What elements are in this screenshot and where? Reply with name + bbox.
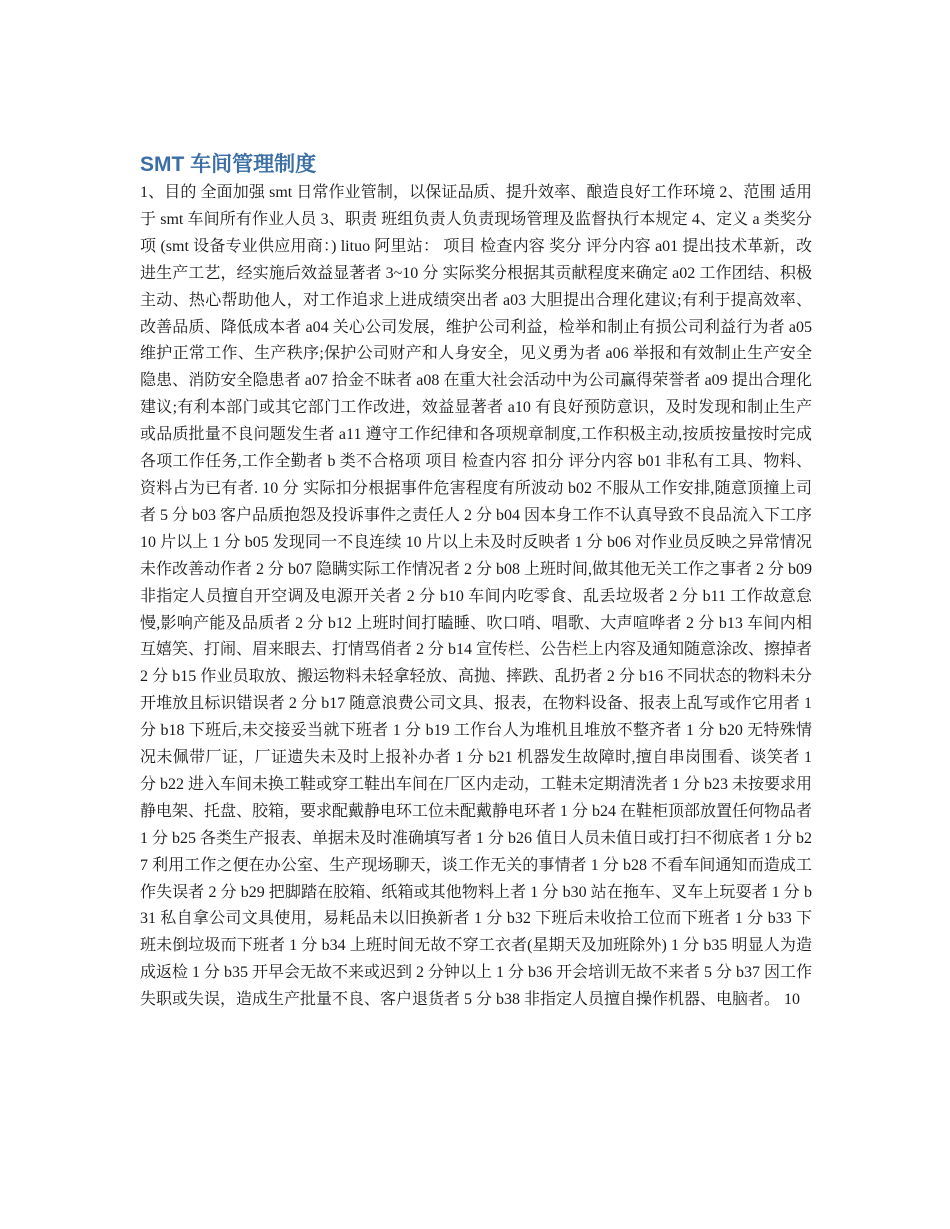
document-body: 1、目的 全面加强 smt 日常作业管制，以保证品质、提升效率、酿造良好工作环境 2、范围 适用于 smt 车间所有作业人员 3、职责 班组负责人负责现场管理及监督执行本规定 4、定义 a 类奖分项 (smt 设备专业供应用商：) lituo 阿里站： 项目 检查内容 奖分 评分内容 a01 提出技术革新，改进生产工艺，经实施后效益显著者 3~10 分 实际奖分根据其贡献程度来确定 a02 工作团结、积极主动、热心帮助他人，对工作追求上进成绩突出者 a03 大胆提出合理化建议;有利于提高效率、改善品质、降低成本者 a04 关心公司发展，维护公司利益，检举和制止有损公司利益行为者 a05 维护正常工作、生产秩序;保护公司财产和人身安全，见义勇为者 a06 举报和有效制止生产安全隐患、消防安全隐患者 a07 拾金不昧者 a08 在重大社会活动中为公司赢得荣誉者 a09 提出合理化建议;有利本部门或其它部门工作改进，效益显著者 a10 有良好预防意识，及时发现和制止生产或品质批量不良问题发生者 a11 遵守工作纪律和各项规章制度,工作积极主动,按质按量按时完成各项工作任务,工作全勤者 b 类不合格项 项目 检查内容 扣分 评分内容 b01 非私有工具、物料、资料占为已有者. 10 分 实际扣分根据事件危害程度有所波动 b02 不服从工作安排,随意顶撞上司者 5 分 b03 客户品质抱怨及投诉事件之责任人 2 分 b04 因本身工作不认真导致不良品流入下工序 10 片以上 1 分 b05 发现同一不良连续 10 片以上未及时反映者 1 分 b06 对作业员反映之异常情况未作改善动作者 2 分 b07 隐瞒实际工作情况者 2 分 b08 上班时间,做其他无关工作之事者 2 分 b09 非指定人员擅自开空调及电源开关者 2 分 b10 车间内吃零食、乱丢垃圾者 2 分 b11 工作故意怠慢,影响产能及品质者 2 分 b12 上班时间打瞌睡、吹口哨、唱歌、大声喧哗者 2 分 b13 车间内相互嬉笑、打闹、眉来眼去、打情骂俏者 2 分 b14 宣传栏、公告栏上内容及通知随意涂改、擦掉者 2 分 b15 作业员取放、搬运物料未轻拿轻放、高抛、摔跌、乱扔者 2 分 b16 不同状态的物料未分开堆放且标识错误者 2 分 b17 随意浪费公司文具、报表，在物料设备、报表上乱写或作它用者 1 分 b18 下班后,未交接妥当就下班者 1 分 b19 工作台人为堆机且堆放不整齐者 1 分 b20 无特殊情况未佩带厂证，厂证遗失未及时上报补办者 1 分 b21 机器发生故障时,擅自串岗围看、谈笑者 1 分 b22 进入车间未换工鞋或穿工鞋出车间在厂区内走动，工鞋未定期清洗者 1 分 b23 未按要求用静电架、托盘、胶箱，要求配戴静电环工位未配戴静电环者 1 分 b24 在鞋柜顶部放置任何物品者 1 分 b25 各类生产报表、单据未及时准确填写者 1 分 b26 值日人员未值日或打扫不彻底者 1 分 b27 利用工作之便在办公室、生产现场聊天，谈工作无关的事情者 1 分 b28 不看车间通知而造成工作失误者 2 分 b29 把脚踏在胶箱、纸箱或其他物料上者 1 分 b30 站在拖车、叉车上玩耍者 1 分 b31 私自拿公司文具使用，易耗品未以旧换新者 1 分 b32 下班后未收拾工位而下班者 1 分 b33 下班未倒垃圾而下班者 1 分 b34 上班时间无故不穿工衣者(星期天及加班除外) 1 分 b35 明显人为造成返检 1 分 b35 开早会无故不来或迟到 2 分钟以上 1 分 b36 开会培训无故不来者 5 分 b37 因工作失职或失误，造成生产批量不良、客户退货者 5 分 b38 非指定人员擅自操作机器、电脑者。 10 xyxy=(140,184,813,1009)
document-title: SMT 车间管理制度 xyxy=(140,153,317,176)
